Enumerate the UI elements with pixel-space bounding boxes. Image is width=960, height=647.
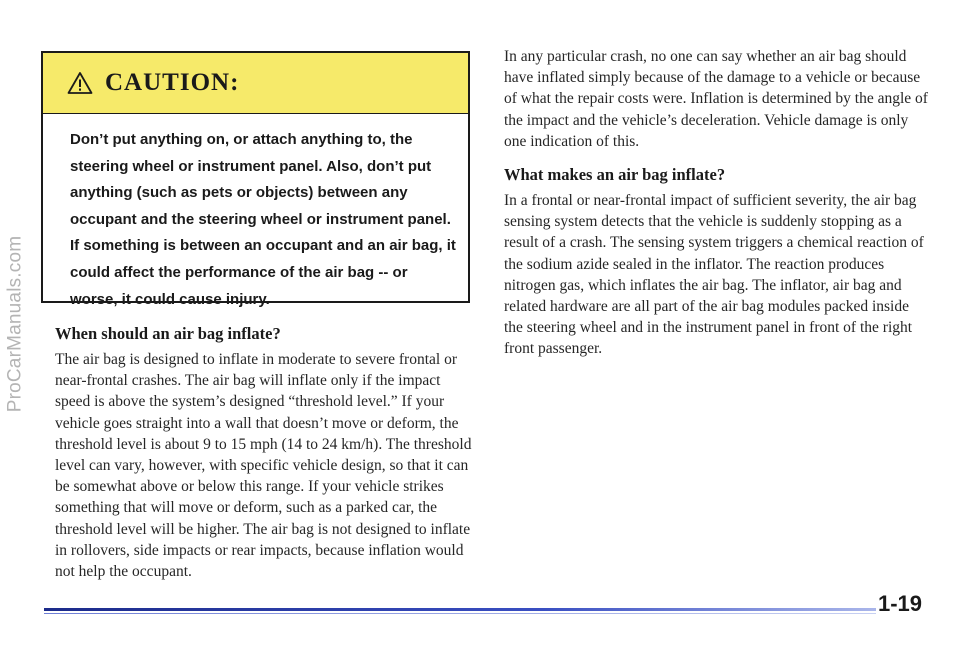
right-column [504, 46, 928, 372]
watermark-text: ProCarManuals.com [4, 235, 26, 412]
caution-title: CAUTION: [105, 69, 240, 96]
warning-triangle-icon [67, 71, 93, 95]
caution-text: Don’t put anything on, or attach anything to, the steering wheel or instrument panel. Also, don’t put anything (such as pets or objects) between any occupant and the steering wheel or instrument panel. If something is between an occupant and an air bag, it could affect the performance of the air bag -- or worse, it could cause injury. [70, 131, 456, 308]
caution-header [43, 53, 468, 114]
footer-rule [44, 608, 876, 611]
section-heading-when-inflate: When should an air bag inflate? [55, 324, 281, 343]
footer-rule-thin [44, 613, 876, 614]
paragraph-what-makes-inflate: In a frontal or near-frontal impact of sufficient severity, the air bag sensing system detects that the vehicle is suddenly stopping as a result of a crash. The sensing system triggers a chemical reaction of the sodium azide sealed in the inflator. The reaction produces nitrogen gas, which inflates the air bag. The inflator, air bag and related hardware are all part of the air bag modules packed inside the steering wheel and in the instrument panel in front of the right front passenger. [504, 192, 924, 358]
paragraph-when-inflate: The air bag is designed to inflate in moderate to severe frontal or near-frontal crashes. The air bag will inflate only if the impact speed is above the system’s designed “threshold level.” If your vehicle goes straight into a wall that doesn’t move or deform, the threshold level is about 9 to 15 mph (14 to 24 km/h). The threshold level can vary, however, with specific vehicle design, so that it can be somewhat above or below this range. If your vehicle strikes something that will move or deform, such as a parked car, the threshold level will be higher. The air bag is not designed to inflate in rollovers, side impacts or rear impacts, because inflation would not help the occupant. [55, 351, 472, 581]
watermark [0, 0, 30, 647]
left-column [55, 323, 479, 594]
section-heading-what-makes-inflate: What makes an air bag inflate? [504, 165, 726, 185]
page-number: 1-19 [878, 591, 923, 616]
paragraph-crash-judgement: In any particular crash, no one can say whether an air bag should have inflated simply because of the damage to a vehicle or because of what the repair costs were. Inflation is determined by the angle of the impact and the vehicle’s deceleration. Vehicle damage is only one indication of this. [504, 48, 928, 150]
caution-box [41, 51, 470, 308]
